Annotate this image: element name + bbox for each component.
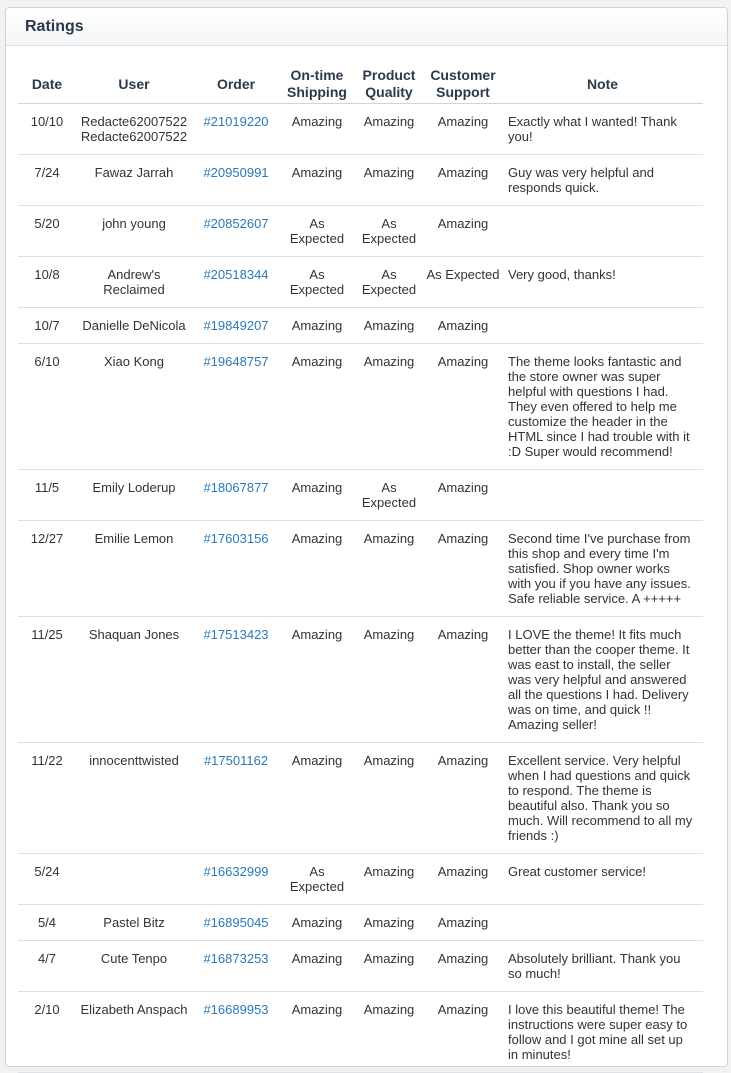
cell-order	[192, 617, 280, 743]
user-name: Redacte62007522	[80, 114, 188, 129]
order-link[interactable]: #19648757	[203, 354, 269, 369]
table-row	[18, 155, 703, 206]
cell-user	[76, 104, 192, 155]
user-name: innocenttwisted	[89, 753, 179, 768]
table-row	[18, 521, 703, 617]
cell-support-rating: Amazing	[424, 992, 502, 1073]
cell-user	[76, 155, 192, 206]
cell-date: 10/7	[18, 308, 76, 344]
cell-order	[192, 992, 280, 1073]
cell-order	[192, 941, 280, 992]
order-link[interactable]: #16895045	[203, 915, 269, 930]
cell-shipping-rating: Amazing	[280, 905, 354, 941]
panel-header	[6, 8, 727, 46]
cell-user	[76, 992, 192, 1073]
order-link[interactable]: #20852607	[203, 216, 269, 231]
cell-order	[192, 308, 280, 344]
cell-support-rating: Amazing	[424, 617, 502, 743]
order-link[interactable]: #20518344	[203, 267, 269, 282]
table-row	[18, 854, 703, 905]
cell-order	[192, 206, 280, 257]
user-name: Andrew's Reclaimed	[103, 267, 165, 297]
cell-quality-rating: Amazing	[354, 905, 424, 941]
cell-note	[502, 206, 703, 257]
order-link[interactable]: #18067877	[203, 480, 269, 495]
column-header-order: Order	[192, 65, 280, 104]
cell-support-rating: Amazing	[424, 344, 502, 470]
user-name: Pastel Bitz	[103, 915, 165, 930]
cell-support-rating: Amazing	[424, 521, 502, 617]
cell-user	[76, 905, 192, 941]
table-header-row	[18, 65, 703, 104]
cell-support-rating: Amazing	[424, 155, 502, 206]
cell-note: Second time I've purchase from this shop and every time I'm satisfied. Shop owner works with you if you have any issues. Safe reliable service. A +++++	[502, 521, 703, 617]
cell-support-rating: Amazing	[424, 854, 502, 905]
cell-note: I love this beautiful theme! The instructions were super easy to follow and I got mine all set up in minutes!	[502, 992, 703, 1073]
cell-order	[192, 257, 280, 308]
cell-user	[76, 344, 192, 470]
cell-order	[192, 470, 280, 521]
cell-date: 5/24	[18, 854, 76, 905]
cell-date: 6/10	[18, 344, 76, 470]
cell-user	[76, 617, 192, 743]
order-link[interactable]: #17501162	[203, 753, 269, 768]
cell-order	[192, 344, 280, 470]
cell-shipping-rating: Amazing	[280, 344, 354, 470]
cell-user	[76, 521, 192, 617]
cell-user	[76, 854, 192, 905]
panel-title: Ratings	[25, 18, 84, 35]
order-link[interactable]: #17603156	[203, 531, 269, 546]
cell-user	[76, 308, 192, 344]
cell-note: Absolutely brilliant. Thank you so much!	[502, 941, 703, 992]
column-header-shipping: On-time Shipping	[280, 65, 354, 104]
user-name: Danielle DeNicola	[82, 318, 186, 333]
cell-user	[76, 206, 192, 257]
cell-note: Guy was very helpful and responds quick.	[502, 155, 703, 206]
cell-order	[192, 104, 280, 155]
cell-support-rating: Amazing	[424, 905, 502, 941]
cell-quality-rating: Amazing	[354, 854, 424, 905]
cell-support-rating: Amazing	[424, 470, 502, 521]
cell-quality-rating: Amazing	[354, 941, 424, 992]
cell-shipping-rating: As Expected	[280, 206, 354, 257]
cell-date: 11/22	[18, 743, 76, 854]
cell-shipping-rating: As Expected	[280, 854, 354, 905]
cell-quality-rating: Amazing	[354, 104, 424, 155]
table-row	[18, 470, 703, 521]
cell-quality-rating: Amazing	[354, 344, 424, 470]
cell-shipping-rating: Amazing	[280, 155, 354, 206]
cell-shipping-rating: As Expected	[280, 257, 354, 308]
cell-date: 10/10	[18, 104, 76, 155]
cell-date: 4/7	[18, 941, 76, 992]
cell-order	[192, 155, 280, 206]
table-row	[18, 257, 703, 308]
cell-quality-rating: Amazing	[354, 521, 424, 617]
cell-shipping-rating: Amazing	[280, 743, 354, 854]
order-link[interactable]: #21019220	[203, 114, 269, 129]
order-link[interactable]: #16873253	[203, 951, 269, 966]
cell-shipping-rating: Amazing	[280, 470, 354, 521]
order-link[interactable]: #16632999	[203, 864, 269, 879]
user-name: Elizabeth Anspach	[80, 1002, 188, 1017]
cell-shipping-rating: Amazing	[280, 941, 354, 992]
cell-note: The theme looks fantastic and the store owner was super helpful with questions I had. They even offered to help me customize the header in the HTML since I had trouble with it :D Super would recommend!	[502, 344, 703, 470]
cell-date: 10/8	[18, 257, 76, 308]
cell-shipping-rating: Amazing	[280, 308, 354, 344]
cell-quality-rating: As Expected	[354, 470, 424, 521]
user-name: Emily Loderup	[92, 480, 176, 495]
cell-note: Exactly what I wanted! Thank you!	[502, 104, 703, 155]
cell-user	[76, 257, 192, 308]
cell-quality-rating: Amazing	[354, 155, 424, 206]
cell-note: Very good, thanks!	[502, 257, 703, 308]
cell-support-rating: Amazing	[424, 941, 502, 992]
cell-order	[192, 854, 280, 905]
user-name: Cute Tenpo	[100, 951, 168, 966]
cell-support-rating: As Expected	[424, 257, 502, 308]
ratings-table	[18, 65, 703, 1073]
user-name: john young	[102, 216, 166, 231]
cell-support-rating: Amazing	[424, 743, 502, 854]
cell-user	[76, 743, 192, 854]
table-row	[18, 206, 703, 257]
cell-note: Great customer service!	[502, 854, 703, 905]
cell-quality-rating: Amazing	[354, 743, 424, 854]
cell-order	[192, 743, 280, 854]
order-link[interactable]: #19849207	[203, 318, 269, 333]
table-row	[18, 344, 703, 470]
cell-order	[192, 521, 280, 617]
cell-date: 2/10	[18, 992, 76, 1073]
table-row	[18, 743, 703, 854]
table-row	[18, 104, 703, 155]
ratings-table-body	[18, 104, 703, 1073]
cell-support-rating: Amazing	[424, 206, 502, 257]
cell-date: 12/27	[18, 521, 76, 617]
cell-note: Excellent service. Very helpful when I had questions and quick to respond. The theme is beautiful also. Thank you so much. Will recommend to all my friends :)	[502, 743, 703, 854]
cell-user	[76, 941, 192, 992]
table-row	[18, 617, 703, 743]
cell-user	[76, 470, 192, 521]
cell-shipping-rating: Amazing	[280, 617, 354, 743]
column-header-date: Date	[18, 65, 76, 104]
cell-quality-rating: As Expected	[354, 206, 424, 257]
cell-date: 11/5	[18, 470, 76, 521]
user-name: Xiao Kong	[104, 354, 164, 369]
cell-support-rating: Amazing	[424, 308, 502, 344]
cell-date: 5/20	[18, 206, 76, 257]
user-name: Redacte62007522	[80, 129, 188, 144]
cell-note: I LOVE the theme! It fits much better than the cooper theme. It was east to install, the seller was very helpful and answered all the questions I had. Delivery was on time, and quick !! Amazing seller!	[502, 617, 703, 743]
cell-date: 5/4	[18, 905, 76, 941]
cell-quality-rating: Amazing	[354, 992, 424, 1073]
table-row	[18, 905, 703, 941]
cell-date: 11/25	[18, 617, 76, 743]
cell-quality-rating: Amazing	[354, 308, 424, 344]
cell-quality-rating: Amazing	[354, 617, 424, 743]
table-row	[18, 992, 703, 1073]
column-header-note: Note	[502, 65, 703, 104]
order-link[interactable]: #16689953	[203, 1002, 269, 1017]
cell-date: 7/24	[18, 155, 76, 206]
cell-shipping-rating: Amazing	[280, 992, 354, 1073]
cell-quality-rating: As Expected	[354, 257, 424, 308]
table-row	[18, 941, 703, 992]
cell-shipping-rating: Amazing	[280, 104, 354, 155]
cell-note	[502, 308, 703, 344]
table-row	[18, 308, 703, 344]
cell-note	[502, 470, 703, 521]
column-header-quality: Product Quality	[354, 65, 424, 104]
user-name: Fawaz Jarrah	[94, 165, 174, 180]
user-name: Shaquan Jones	[88, 627, 180, 642]
cell-order	[192, 905, 280, 941]
cell-shipping-rating: Amazing	[280, 521, 354, 617]
column-header-support: Customer Support	[424, 65, 502, 104]
order-link[interactable]: #17513423	[203, 627, 269, 642]
column-header-user: User	[76, 65, 192, 104]
cell-note	[502, 905, 703, 941]
cell-support-rating: Amazing	[424, 104, 502, 155]
user-name: Emilie Lemon	[94, 531, 174, 546]
order-link[interactable]: #20950991	[203, 165, 269, 180]
